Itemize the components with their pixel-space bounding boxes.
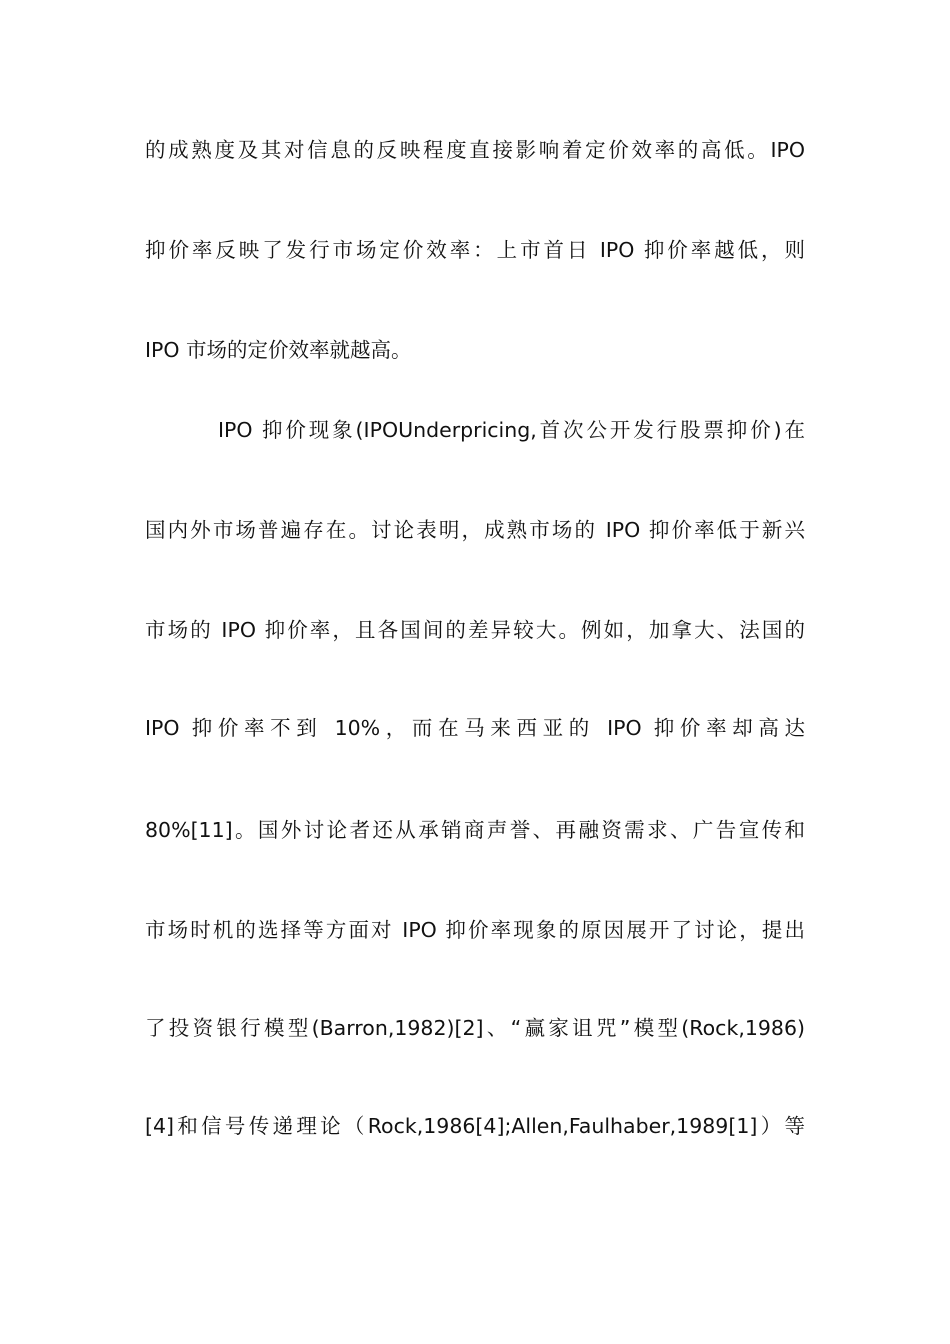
paragraph-line: 市场的 IPO 抑价率，且各国间的差异较大。例如，加拿大、法国的 [145,618,805,642]
paragraph-line: 80%[11]。国外讨论者还从承销商声誉、再融资需求、广告宣传和 [145,818,805,842]
paragraph-line: 的成熟度及其对信息的反映程度直接影响着定价效率的高低。IPO [145,138,805,162]
paragraph-line: 抑价率反映了发行市场定价效率：上市首日 IPO 抑价率越低，则 [145,238,805,262]
paragraph-line: 国内外市场普遍存在。讨论表明，成熟市场的 IPO 抑价率低于新兴 [145,518,805,542]
paragraph-line: IPO 抑价率不到 10%，而在马来西亚的 IPO 抑价率却高达 [145,716,805,740]
paragraph-line: IPO 抑价现象(IPOUnderpricing,首次公开发行股票抑价)在 [218,418,805,442]
paragraph-line: 了投资银行模型(Barron,1982)[2]、“赢家诅咒”模型(Rock,1986) [145,1016,805,1040]
paragraph-line: IPO 市场的定价效率就越高。 [145,338,412,362]
paragraph-line: [4]和信号传递理论（Rock,1986[4];Allen,Faulhaber,1989[1]）等 [145,1114,805,1138]
paragraph-line: 市场时机的选择等方面对 IPO 抑价率现象的原因展开了讨论，提出 [145,918,805,942]
